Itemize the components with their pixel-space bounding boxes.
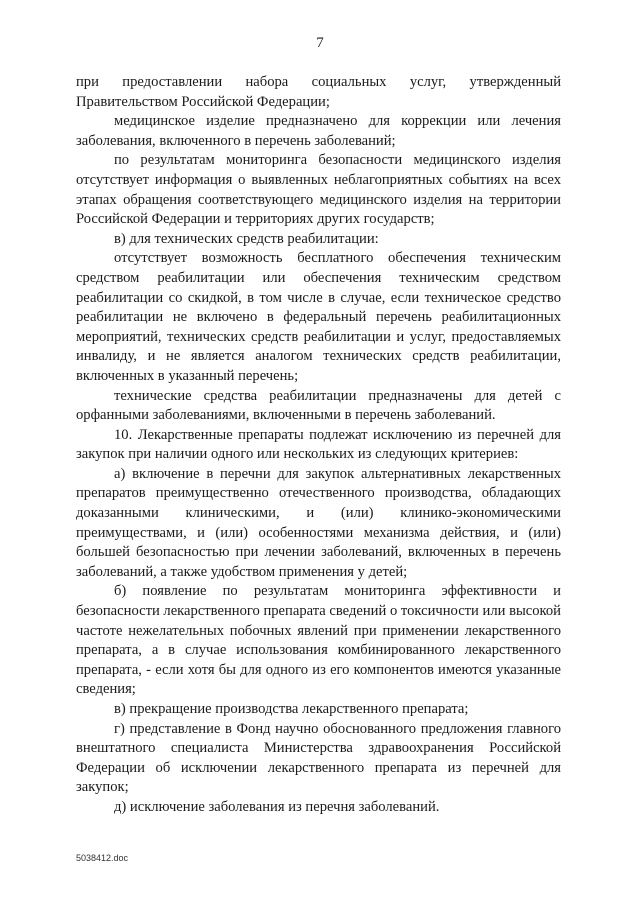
paragraph: а) включение в перечни для закупок альтернативных лекарственных препаратов преимущественно отечественного производства, обладающих доказанными клиническими, и (или) клинико-экономическими преимуществами, и (или) особенностями механизма действия, и (или) большей безопасностью при лечении заболеваний, включенных в перечень заболеваний, а также удобством применения у детей; xyxy=(76,465,561,580)
paragraph: технические средства реабилитации предназначены для детей с орфанными заболеваниями, включенными в перечень заболеваний. xyxy=(76,387,561,424)
paragraph: медицинское изделие предназначено для коррекции или лечения заболевания, включенного в перечень заболеваний; xyxy=(76,113,561,149)
paragraph: в) для технических средств реабилитации: xyxy=(114,230,379,247)
paragraph: отсутствует возможность бесплатного обеспечения техническим средством реабилитации или обеспечения техническим средством реабилитации со скидкой, в том числе в случае, если техническое средство реабилитации не включено в федеральный перечень реабилитационных мероприятий, технических средств реабилитации и услуг, предоставляемых инвалиду, и не является аналогом технических средств реабилитации, включенных в указанный перечень; xyxy=(76,250,561,384)
document-body xyxy=(76,73,561,818)
paragraph: в) прекращение производства лекарственного препарата; xyxy=(114,701,469,717)
page-number: 7 xyxy=(316,35,324,51)
paragraph: д) исключение заболевания из перечня заболеваний. xyxy=(114,798,440,815)
paragraph: 10. Лекарственные препараты подлежат исключению из перечней для закупок при наличии одного или нескольких из следующих критериев: xyxy=(76,426,561,463)
footer-filename: 5038412.doc xyxy=(76,853,129,863)
paragraph: г) представление в Фонд научно обоснованного предложения главного внештатного специалиста Министерства здравоохранения Российской Федерации об исключении лекарственного препарата из перечней для закупок; xyxy=(76,720,561,796)
paragraph: б) появление по результатам мониторинга эффективности и безопасности лекарственного препарата сведений о токсичности или высокой частоте нежелательных побочных явлений при применении лекарственного препарата, а в случае использования комбинированного лекарственного препарата, - если хотя бы для одного из его компонентов имеются указанные сведения; xyxy=(76,583,561,698)
paragraph: при предоставлении набора социальных услуг, утвержденный Правительством Российской Федерации; xyxy=(76,74,561,110)
paragraph: по результатам мониторинга безопасности медицинского изделия отсутствует информация о выявленных неблагоприятных событиях на всех этапах обращения соответствующего медицинского изделия на территории Российской Федерации и территориях других государств; xyxy=(76,152,561,228)
